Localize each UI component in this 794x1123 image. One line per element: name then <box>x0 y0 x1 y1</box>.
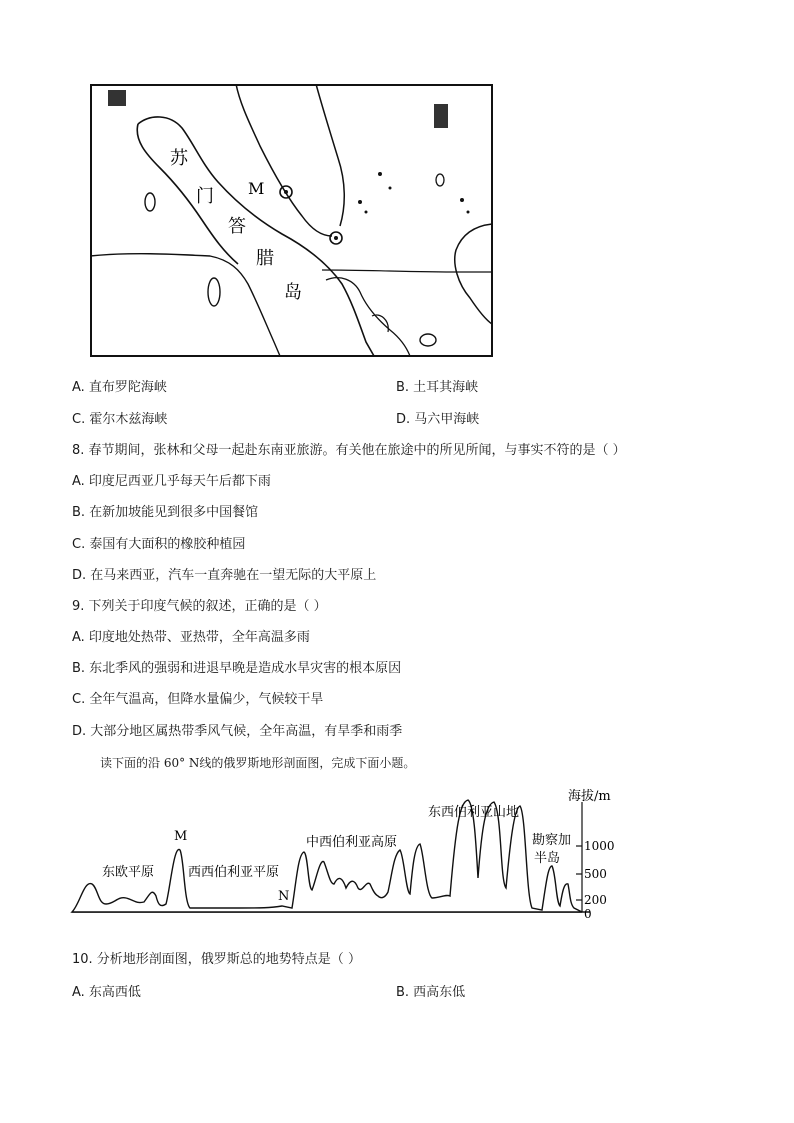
map-label-dao: 岛 <box>284 282 302 303</box>
q7-option-a: A. 直布罗陀海峡 <box>72 380 167 395</box>
q10-option-a: A. 东高西低 <box>72 985 141 1000</box>
q9-option-c: C. 全年气温高，但降水量偏少，气候较干旱 <box>72 692 324 707</box>
map-figure <box>90 84 494 358</box>
tick-1000: 1000 <box>584 839 615 853</box>
q9-option-a: A. 印度地处热带、亚热带，全年高温多雨 <box>72 630 310 645</box>
profile-intro: 读下面的沿 60° N线的俄罗斯地形剖面图，完成下面小题。 <box>100 756 416 770</box>
point-m-label: M <box>174 829 188 844</box>
region-east-siberia-mountains: 东西伯利亚山地 <box>428 805 520 820</box>
region-kamchatka-line1: 勘察加 <box>532 833 572 848</box>
elevation-unit-label: 海拔/m <box>568 789 611 804</box>
q7-option-d: D. 马六甲海峡 <box>396 412 480 427</box>
q8-stem: 8. 春节期间，张林和父母一起赴东南亚旅游。有关他在旅途中的所见所闻，与事实不符的是（ ） <box>72 443 626 458</box>
tick-500: 500 <box>584 867 607 881</box>
q8-option-b: B. 在新加坡能见到很多中国餐馆 <box>72 505 259 520</box>
q8-option-d: D. 在马来西亚，汽车一直奔驰在一望无际的大平原上 <box>72 568 377 583</box>
region-kamchatka-line2: 半岛 <box>534 851 561 866</box>
terrain-profile-figure <box>70 784 630 924</box>
q7-option-b: B. 土耳其海峡 <box>396 380 479 395</box>
region-central-siberia-plateau: 中西伯利亚高原 <box>306 835 398 850</box>
region-west-siberia-plain: 西西伯利亚平原 <box>188 865 280 880</box>
q10-stem: 10. 分析地形剖面图，俄罗斯总的地势特点是（ ） <box>72 952 361 967</box>
q8-option-c: C. 泰国有大面积的橡胶种植园 <box>72 537 246 552</box>
strait-map <box>90 84 494 358</box>
map-label-men: 门 <box>196 186 214 207</box>
map-label-da: 答 <box>228 216 246 237</box>
q10-option-b: B. 西高东低 <box>396 985 466 1000</box>
q7-option-c: C. 霍尔木兹海峡 <box>72 412 168 427</box>
map-label-la: 腊 <box>256 248 274 269</box>
map-label-su: 苏 <box>170 148 188 169</box>
point-n-label: N <box>278 889 290 904</box>
tick-200: 200 <box>584 893 607 907</box>
q9-option-b: B. 东北季风的强弱和进退早晚是造成水旱灾害的根本原因 <box>72 661 402 676</box>
tick-0: 0 <box>584 907 592 921</box>
region-east-europe-plain: 东欧平原 <box>102 865 155 880</box>
q9-stem: 9. 下列关于印度气候的叙述，正确的是（ ） <box>72 599 327 614</box>
terrain-profile <box>70 784 630 924</box>
q9-option-d: D. 大部分地区属热带季风气候，全年高温，有旱季和雨季 <box>72 724 403 739</box>
q8-option-a: A. 印度尼西亚几乎每天午后都下雨 <box>72 474 271 489</box>
map-label-m: M <box>248 179 265 198</box>
